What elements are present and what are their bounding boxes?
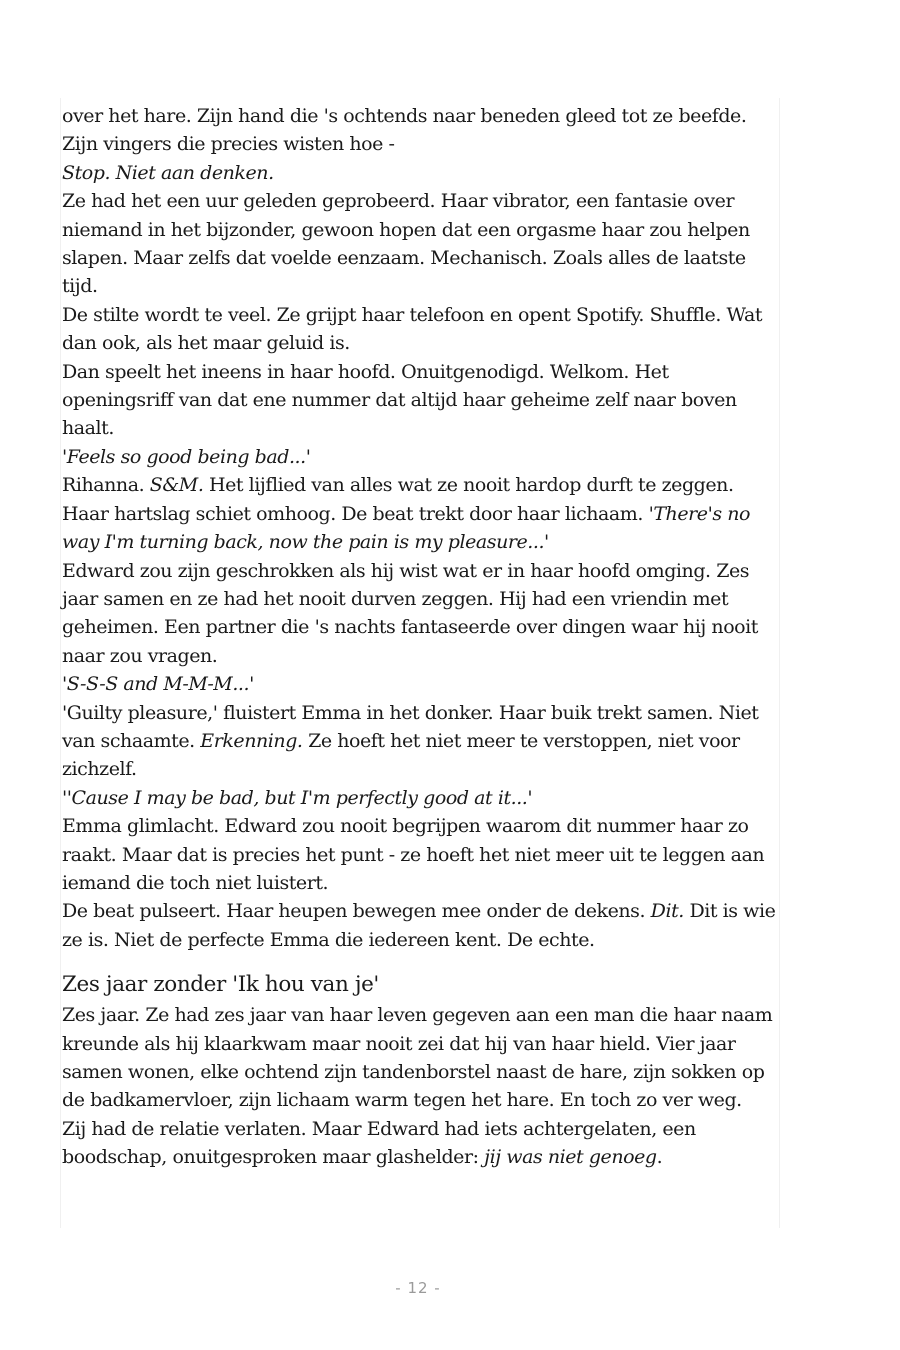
paragraph (62, 471, 782, 556)
text-run: Het lijflied van alles wat ze nooit hardop durft te zeggen. Haar hartslag schiet omhoog. De beat trekt door haar lichaam. (62, 474, 734, 525)
emphasis: Dit. (650, 900, 684, 923)
paragraph: Zes jaar. Ze had zes jaar van haar leven gegeven aan een man die haar naam kreunde als hij klaarkwam maar nooit zei dat hij van haar hield. Vier jaar samen wonen, elke ochtend zijn tandenborstel naast de hare, zijn sokken op de badkamervloer, zijn lichaam warm tegen het hare. En toch zo ver weg. (62, 1004, 773, 1112)
paragraph (62, 699, 782, 784)
lyric-quote: 'Feels so good being bad...' (62, 445, 311, 468)
paragraph (62, 897, 782, 954)
text-run: . (656, 1146, 663, 1169)
text-run: Zij had de relatie verlaten. Maar Edward had iets achtergelaten, een boodschap, onuitgesproken maar glashelder: (62, 1117, 696, 1169)
lyric-quote: 'S-S-S and M-M-M...' (62, 673, 254, 696)
page-number: - 12 - (395, 1279, 441, 1297)
paragraph (62, 1115, 782, 1172)
text-run: De beat pulseert. Haar heupen bewegen mee onder de dekens. (62, 900, 651, 923)
emphasis: jij was niet genoeg (484, 1146, 657, 1169)
song-title: S&M. (149, 474, 204, 497)
text-run: Dit is wie ze is. Niet de perfecte Emma die iedereen kent. De echte. (62, 900, 776, 951)
lyric-quote: 'There's no way I'm turning back, now the pain is my pleasure...' (62, 502, 751, 554)
text-run: Rihanna. (62, 474, 150, 497)
paragraph: over het hare. Zijn hand die 's ochtends naar beneden gleed tot ze beefde. Zijn vingers die precies wisten hoe - (62, 105, 747, 156)
body-text (62, 102, 782, 1172)
section-heading: Zes jaar zonder 'Ik hou van je' (62, 972, 379, 998)
emphasis: Erkenning. (200, 729, 303, 752)
text-run: 'Guilty pleasure,' fluistert Emma in het donker. Haar buik trekt samen. Niet van schaamte. (62, 701, 759, 752)
paragraph: Ze had het een uur geleden geprobeerd. Haar vibrator, een fantasie over niemand in het bijzonder, gewoon hopen dat een orgasme haar zou helpen slapen. Maar zelfs dat voelde eenzaam. Mechanisch. Zoals alles de laatste tijd. (62, 190, 750, 298)
lyric-quote: ''Cause I may be bad, but I'm perfectly good at it...' (62, 786, 533, 809)
paragraph: Emma glimlacht. Edward zou nooit begrijpen waarom dit nummer haar zo raakt. Maar dat is precies het punt - ze hoeft het niet meer uit te leggen aan iemand die toch niet luistert. (62, 815, 765, 894)
text-run: Ze hoeft het niet meer te verstoppen, niet voor zichzelf. (62, 729, 740, 781)
paragraph: Edward zou zijn geschrokken als hij wist wat er in haar hoofd omging. Zes jaar samen en ze had het nooit durven zeggen. Hij had een vriendin met geheimen. Een partner die 's nachts fantaseerde over dingen waar hij nooit naar zou vragen. (62, 559, 758, 667)
paragraph: Dan speelt het ineens in haar hoofd. Onuitgenodigd. Welkom. Het openingsriff van dat ene nummer dat altijd haar geheime zelf naar boven haalt. (62, 360, 737, 440)
italic-thought: Stop. Niet aan denken. (62, 161, 274, 184)
paragraph: De stilte wordt te veel. Ze grijpt haar telefoon en opent Spotify. Shuffle. Wat dan ook, als het maar geluid is. (62, 303, 763, 355)
